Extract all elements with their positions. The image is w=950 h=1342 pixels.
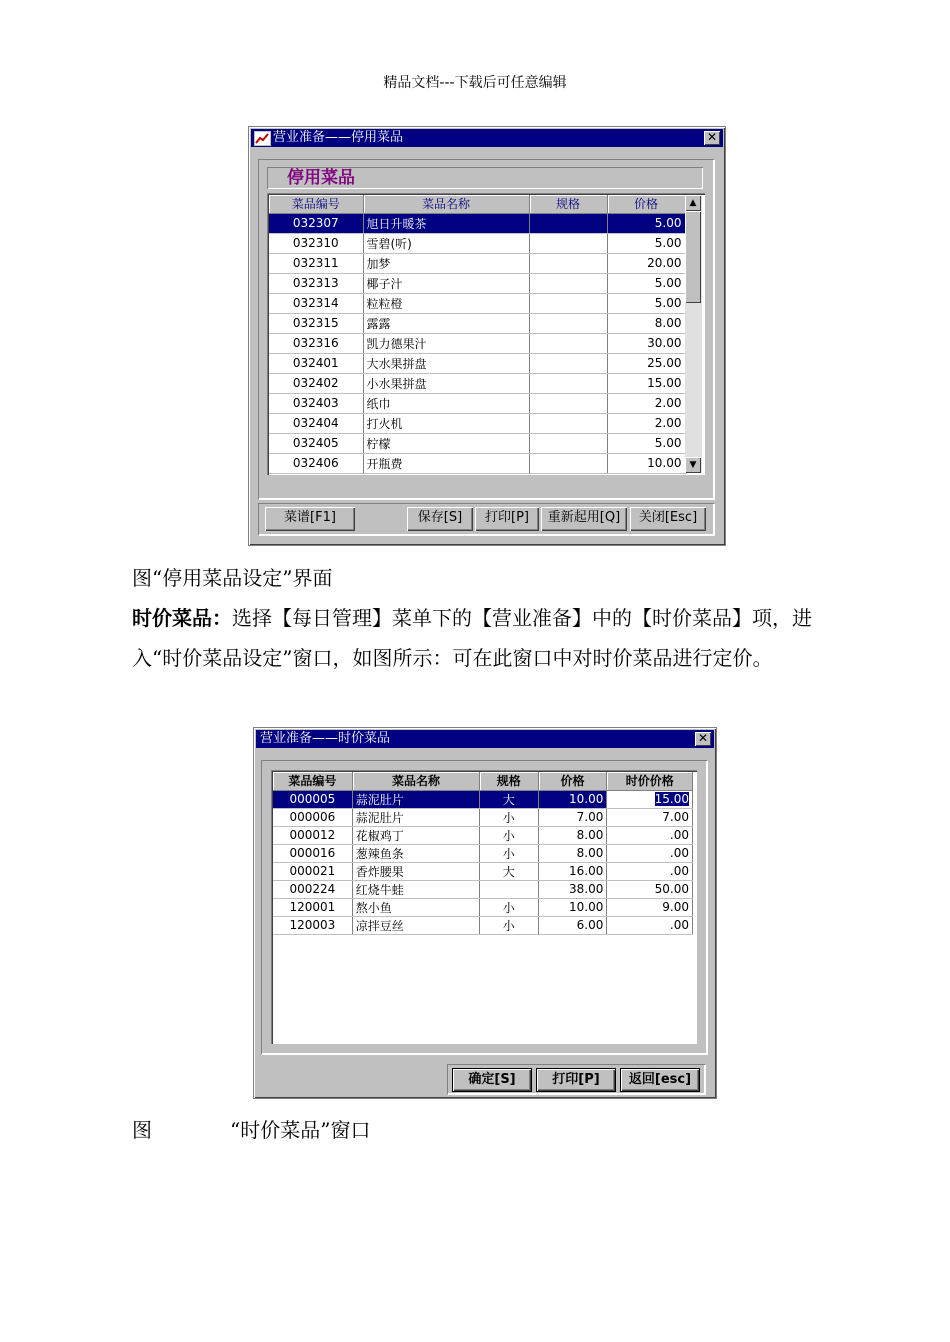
- cell-price: 8.00: [538, 826, 607, 844]
- table-row[interactable]: [269, 253, 685, 273]
- cell-code: 032311: [269, 253, 363, 273]
- window-title: 营业准备——时价菜品: [260, 731, 391, 746]
- cell-price: 7.00: [538, 808, 607, 826]
- cell-code: 032403: [269, 393, 363, 413]
- cell-price: 5.00: [607, 213, 685, 233]
- table-row[interactable]: [269, 313, 685, 333]
- cell-name: 粒粒橙: [363, 293, 529, 313]
- table-row[interactable]: [273, 808, 693, 826]
- cell-name: 熬小鱼: [352, 898, 479, 916]
- cell-code: 032406: [269, 453, 363, 473]
- para-body: 选择【每日管理】菜单下的【营业准备】中的【时价菜品】项，进入“时价菜品设定”窗口，如图所示：可在此窗口中对时价菜品进行定价。: [132, 606, 812, 670]
- cell-spec: 大: [480, 790, 538, 808]
- scroll-up-arrow-icon[interactable]: ▲: [685, 195, 701, 211]
- chart-icon: [254, 131, 271, 146]
- cell-spec: [529, 413, 607, 433]
- print-button[interactable]: 打印[P]: [536, 1068, 616, 1092]
- menu-button[interactable]: 菜谱[F1]: [265, 507, 355, 531]
- cell-name: 花椒鸡丁: [352, 826, 479, 844]
- window-titlebar: [251, 129, 723, 147]
- cell-price: 10.00: [538, 898, 607, 916]
- close-button[interactable]: ✕: [704, 131, 720, 145]
- cell-spec: 小: [480, 898, 538, 916]
- table-row[interactable]: [273, 844, 693, 862]
- table-row[interactable]: [269, 293, 685, 313]
- cell-name: 打火机: [363, 413, 529, 433]
- cell-name: 雪碧(听): [363, 233, 529, 253]
- cell-code: 000224: [273, 880, 352, 898]
- col-header-price[interactable]: 价格: [538, 772, 607, 790]
- cell-code: 000005: [273, 790, 352, 808]
- cell-name: 红烧牛蛙: [352, 880, 479, 898]
- edit-selection[interactable]: 15.00: [654, 792, 689, 806]
- cell-price: 5.00: [607, 433, 685, 453]
- cell-spec: [529, 233, 607, 253]
- cell-spec: [529, 273, 607, 293]
- cell-name: 蒜泥肚片: [352, 790, 479, 808]
- table-row[interactable]: [273, 826, 693, 844]
- table-row[interactable]: [269, 233, 685, 253]
- cell-spec: [529, 333, 607, 353]
- cell-spec: [529, 453, 607, 473]
- table-row[interactable]: [269, 353, 685, 373]
- table-row[interactable]: [269, 393, 685, 413]
- window-title: 营业准备——停用菜品: [273, 130, 404, 145]
- cell-market-price[interactable]: 9.00: [607, 898, 693, 916]
- cell-code: 000021: [273, 862, 352, 880]
- cell-price: 8.00: [538, 844, 607, 862]
- cell-market-price[interactable]: .00: [607, 826, 693, 844]
- cell-price: 8.00: [607, 313, 685, 333]
- market-price-table: [273, 772, 693, 935]
- cell-name: 小水果拼盘: [363, 373, 529, 393]
- cell-spec: 小: [480, 844, 538, 862]
- cell-spec: [529, 253, 607, 273]
- caption-disabled-dishes: 图“停用菜品设定”界面: [132, 566, 333, 590]
- market-price-window: [253, 727, 717, 1099]
- cell-market-price[interactable]: .00: [607, 916, 693, 934]
- confirm-button[interactable]: 确定[S]: [452, 1068, 532, 1092]
- cell-name: 开瓶费: [363, 453, 529, 473]
- cell-market-price[interactable]: .00: [607, 844, 693, 862]
- table-row[interactable]: [269, 453, 685, 473]
- caption-prefix: 图: [132, 1118, 152, 1142]
- cell-spec: [529, 373, 607, 393]
- cell-name: 葱辣鱼条: [352, 844, 479, 862]
- print-button[interactable]: 打印[P]: [475, 507, 539, 531]
- cell-code: 032404: [269, 413, 363, 433]
- close-window-button[interactable]: 关闭[Esc]: [630, 507, 706, 531]
- table-row[interactable]: [269, 333, 685, 353]
- cell-market-price[interactable]: 7.00: [607, 808, 693, 826]
- cell-code: 032310: [269, 233, 363, 253]
- cell-code: 120003: [273, 916, 352, 934]
- group-title-box: [267, 167, 703, 189]
- cell-price: 10.00: [607, 453, 685, 473]
- cell-name: 加梦: [363, 253, 529, 273]
- cell-price: 6.00: [538, 916, 607, 934]
- cell-spec: [529, 393, 607, 413]
- cell-name: 柠檬: [363, 433, 529, 453]
- cell-price: 2.00: [607, 393, 685, 413]
- table-row[interactable]: [273, 898, 693, 916]
- cell-price: 5.00: [607, 273, 685, 293]
- cell-price: 20.00: [607, 253, 685, 273]
- dish-table: [269, 195, 686, 474]
- scroll-thumb[interactable]: [685, 211, 701, 303]
- cell-code: 032315: [269, 313, 363, 333]
- cell-code: 000016: [273, 844, 352, 862]
- cell-price: 15.00: [607, 373, 685, 393]
- market-price-grid[interactable]: [271, 770, 697, 1044]
- save-button[interactable]: 保存[S]: [407, 507, 473, 531]
- caption-market-price: [132, 1110, 832, 1150]
- cell-name: 椰子汁: [363, 273, 529, 293]
- group-title: 停用菜品: [287, 168, 355, 188]
- cell-price: 2.00: [607, 413, 685, 433]
- cell-name: 旭日升暖茶: [363, 213, 529, 233]
- table-row[interactable]: [269, 433, 685, 453]
- table-row[interactable]: [269, 373, 685, 393]
- cell-name: 凉拌豆丝: [352, 916, 479, 934]
- cell-name: 凯力德果汁: [363, 333, 529, 353]
- cell-price: 5.00: [607, 233, 685, 253]
- cell-spec: [529, 213, 607, 233]
- cell-spec: [480, 880, 538, 898]
- cell-market-price[interactable]: .00: [607, 862, 693, 880]
- table-row[interactable]: [269, 413, 685, 433]
- cell-name: 露露: [363, 313, 529, 333]
- cell-code: 032313: [269, 273, 363, 293]
- cell-code: 032401: [269, 353, 363, 373]
- cell-price: 30.00: [607, 333, 685, 353]
- cell-code: 000012: [273, 826, 352, 844]
- cell-name: 蒜泥肚片: [352, 808, 479, 826]
- cell-code: 032307: [269, 213, 363, 233]
- table-row[interactable]: [273, 916, 693, 934]
- cell-price: 38.00: [538, 880, 607, 898]
- col-header-spec[interactable]: 规格: [529, 195, 607, 213]
- cell-price: 25.00: [607, 353, 685, 373]
- window-titlebar: [256, 730, 714, 748]
- cell-spec: 小: [480, 916, 538, 934]
- col-header-name[interactable]: 菜品名称: [363, 195, 529, 213]
- cell-name: 纸巾: [363, 393, 529, 413]
- market-price-paragraph: [132, 598, 832, 678]
- cell-spec: 大: [480, 862, 538, 880]
- cell-code: 032316: [269, 333, 363, 353]
- cell-spec: 小: [480, 826, 538, 844]
- cell-code: 032402: [269, 373, 363, 393]
- back-button[interactable]: 返回[esc]: [620, 1068, 700, 1092]
- col-header-price[interactable]: 价格: [607, 195, 685, 213]
- table-row[interactable]: [269, 213, 685, 233]
- cell-code: 032314: [269, 293, 363, 313]
- col-header-code[interactable]: 菜品编号: [273, 772, 352, 790]
- header-note: 精品文档---下载后可任意编辑: [383, 75, 567, 91]
- col-header-code[interactable]: 菜品编号: [269, 195, 363, 213]
- caption-text: “时价菜品”窗口: [230, 1118, 371, 1142]
- dish-grid[interactable]: [267, 193, 705, 475]
- col-header-market-price[interactable]: 时价价格: [607, 772, 693, 790]
- cell-price: 10.00: [538, 790, 607, 808]
- col-header-spec[interactable]: 规格: [480, 772, 538, 790]
- cell-spec: 小: [480, 808, 538, 826]
- cell-code: 000006: [273, 808, 352, 826]
- table-row[interactable]: [269, 273, 685, 293]
- cell-market-price[interactable]: [607, 790, 693, 808]
- cell-spec: [529, 433, 607, 453]
- cell-price: 16.00: [538, 862, 607, 880]
- cell-name: 香炸腰果: [352, 862, 479, 880]
- cell-spec: [529, 353, 607, 373]
- table-row[interactable]: [273, 880, 693, 898]
- para-lead: 时价菜品：: [132, 606, 232, 630]
- cell-name: 大水果拼盘: [363, 353, 529, 373]
- cell-price: 5.00: [607, 293, 685, 313]
- cell-code: 120001: [273, 898, 352, 916]
- scroll-down-arrow-icon[interactable]: ▼: [685, 457, 701, 473]
- cell-market-price[interactable]: 50.00: [607, 880, 693, 898]
- reenable-button[interactable]: 重新起用[Q]: [541, 507, 627, 531]
- table-row[interactable]: [273, 862, 693, 880]
- table-row[interactable]: [273, 790, 693, 808]
- close-button[interactable]: ✕: [695, 732, 711, 746]
- cell-spec: [529, 293, 607, 313]
- col-header-name[interactable]: 菜品名称: [352, 772, 479, 790]
- cell-spec: [529, 313, 607, 333]
- disabled-dishes-window: [248, 126, 726, 546]
- cell-code: 032405: [269, 433, 363, 453]
